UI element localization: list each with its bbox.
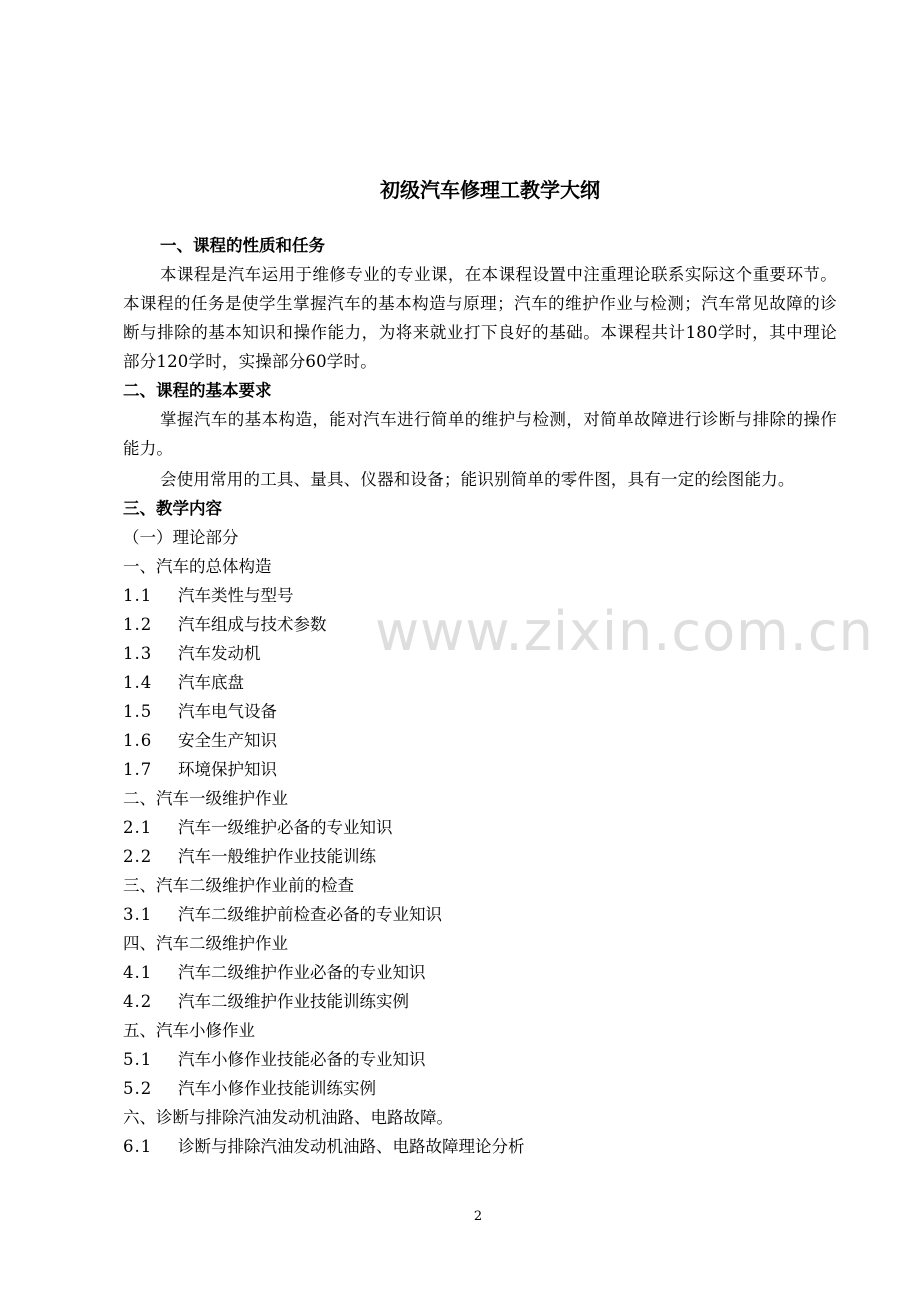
outline-number: 5.2 <box>123 1079 153 1098</box>
outline-text: 六、诊断与排除汽油发动机油路、电路故障。 <box>123 1108 453 1127</box>
outline-number: 1.6 <box>123 731 153 750</box>
outline-item <box>123 726 837 755</box>
outline-item <box>123 610 837 639</box>
subheading-theory: （一）理论部分 <box>123 528 239 547</box>
outline-item <box>123 552 837 581</box>
outline-text: 汽车电气设备 <box>178 702 277 721</box>
document-title: 初级汽车修理工教学大纲 <box>380 178 600 202</box>
outline-text: 五、汽车小修作业 <box>123 1021 255 1040</box>
outline-number: 1.3 <box>123 644 153 663</box>
outline-item <box>123 1103 837 1132</box>
outline-number: 5.1 <box>123 1050 153 1069</box>
outline-text: 汽车二级维护前检查必备的专业知识 <box>178 905 442 924</box>
outline-item <box>123 1132 837 1161</box>
paragraph-requirements-1: 掌握汽车的基本构造，能对汽车进行简单的维护与检测，对简单故障进行诊断与排除的操作能力。 <box>123 410 837 458</box>
outline-item <box>123 581 837 610</box>
outline-item <box>123 639 837 668</box>
outline-number: 1.4 <box>123 673 153 692</box>
section-heading-nature: 一、课程的性质和任务 <box>160 236 325 255</box>
outline-item <box>123 668 837 697</box>
outline-number: 1.5 <box>123 702 153 721</box>
outline-text: 汽车二级维护作业技能训练实例 <box>178 992 409 1011</box>
outline-number: 4.2 <box>123 992 153 1011</box>
outline-number: 2.1 <box>123 818 153 837</box>
outline-item <box>123 900 837 929</box>
document-body <box>123 231 837 1161</box>
outline-item <box>123 871 837 900</box>
outline-item <box>123 813 837 842</box>
section-heading-requirements: 二、课程的基本要求 <box>123 381 272 400</box>
outline-item <box>123 1016 837 1045</box>
outline-text: 汽车小修作业技能必备的专业知识 <box>178 1050 426 1069</box>
outline-text: 安全生产知识 <box>178 731 277 750</box>
outline-item <box>123 1074 837 1103</box>
outline-text: 汽车组成与技术参数 <box>178 615 327 634</box>
outline-number: 6.1 <box>123 1137 153 1156</box>
outline-item <box>123 755 837 784</box>
outline-item <box>123 958 837 987</box>
outline-text: 环境保护知识 <box>178 760 277 779</box>
watermark-text: www.zixin.com.cn <box>375 600 874 663</box>
outline-item <box>123 929 837 958</box>
outline-item <box>123 784 837 813</box>
paragraph-nature: 本课程是汽车运用于维修专业的专业课，在本课程设置中注重理论联系实际这个重要环节。本课程的任务是使学生掌握汽车的基本构造与原理；汽车的维护作业与检测；汽车常见故障的诊断与排除的基本知识和操作能力，为将来就业打下良好的基础。本课程共计180学时，其中理论部分120学时，实操部分60学时。 <box>123 265 837 371</box>
outline-text: 汽车底盘 <box>178 673 244 692</box>
outline-item <box>123 1045 837 1074</box>
outline-number: 3.1 <box>123 905 153 924</box>
outline-text: 汽车二级维护作业必备的专业知识 <box>178 963 426 982</box>
outline-number: 1.1 <box>123 586 153 605</box>
outline-number: 4.1 <box>123 963 153 982</box>
outline-text: 汽车一级维护必备的专业知识 <box>178 818 393 837</box>
outline-text: 二、汽车一级维护作业 <box>123 789 288 808</box>
outline-item <box>123 697 837 726</box>
outline-text: 诊断与排除汽油发动机油路、电路故障理论分析 <box>178 1137 525 1156</box>
paragraph-requirements-2: 会使用常用的工具、量具、仪器和设备；能识别简单的零件图，具有一定的绘图能力。 <box>160 470 795 489</box>
outline-item <box>123 987 837 1016</box>
outline-number: 1.7 <box>123 760 153 779</box>
outline-text: 一、汽车的总体构造 <box>123 557 272 576</box>
page-number: 2 <box>473 1209 483 1224</box>
outline-text: 汽车小修作业技能训练实例 <box>178 1079 376 1098</box>
section-heading-content: 三、教学内容 <box>123 499 222 518</box>
outline-number: 1.2 <box>123 615 153 634</box>
outline-text: 汽车类性与型号 <box>178 586 294 605</box>
outline-text: 汽车发动机 <box>178 644 261 663</box>
outline-number: 2.2 <box>123 847 153 866</box>
outline-item <box>123 842 837 871</box>
outline-text: 汽车一般维护作业技能训练 <box>178 847 376 866</box>
outline-text: 三、汽车二级维护作业前的检查 <box>123 876 354 895</box>
outline-text: 四、汽车二级维护作业 <box>123 934 288 953</box>
